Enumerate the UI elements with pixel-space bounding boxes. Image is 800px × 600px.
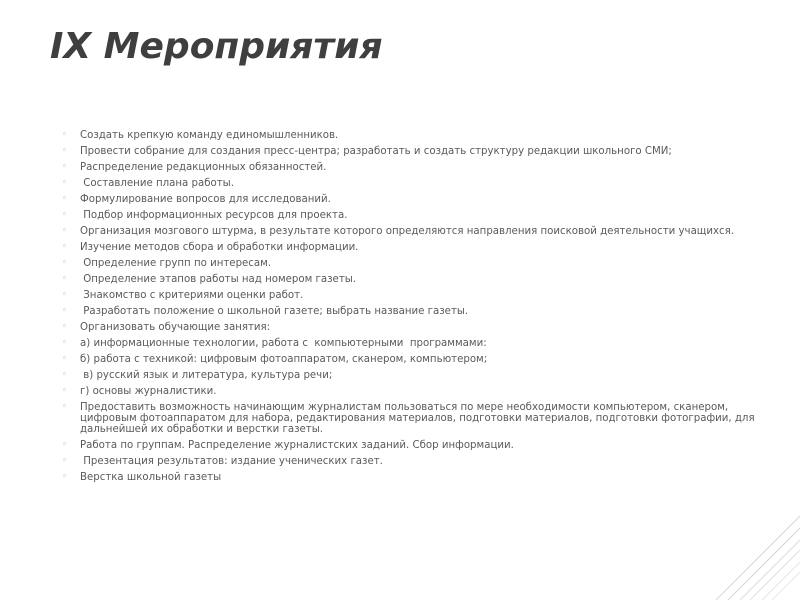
bullet-text: Определение групп по интересам.	[80, 258, 272, 269]
bullet-icon: ◦	[62, 456, 68, 466]
bullet-icon: ◦	[62, 194, 68, 204]
bullet-icon: ◦	[62, 338, 68, 348]
corner-decoration	[710, 510, 800, 600]
bullet-item	[62, 338, 762, 349]
bullet-text: Организация мозгового штурма, в результате которого определяются направления поисковой деятельности учащихся.	[80, 226, 735, 237]
bullet-item	[62, 402, 762, 435]
bullet-icon: ◦	[62, 162, 68, 172]
bullet-text: Провести собрание для создания пресс-центра; разработать и создать структуру редакции школьного СМИ;	[80, 146, 672, 157]
bullet-item	[62, 370, 762, 381]
bullet-item	[62, 146, 762, 157]
bullet-icon: ◦	[62, 354, 68, 364]
bullet-icon: ◦	[62, 242, 68, 252]
bullet-icon: ◦	[62, 258, 68, 268]
bullet-item	[62, 354, 762, 365]
bullet-text: Презентация результатов: издание ученических газет.	[80, 456, 383, 467]
bullet-item	[62, 242, 762, 253]
bullet-item	[62, 130, 762, 141]
bullet-icon: ◦	[62, 210, 68, 220]
bullet-text: в) русский язык и литература, культура речи;	[80, 370, 333, 381]
bullet-text: Работа по группам. Распределение журналистских заданий. Сбор информации.	[80, 440, 514, 451]
slide-title: IX Мероприятия	[50, 26, 383, 67]
bullet-item	[62, 178, 762, 189]
bullet-icon: ◦	[62, 146, 68, 156]
bullet-item	[62, 386, 762, 397]
bullet-text: Распределение редакционных обязанностей.	[80, 162, 327, 173]
bullet-text: Составление плана работы.	[80, 178, 234, 189]
bullet-item	[62, 194, 762, 205]
bullet-text: Разработать положение о школьной газете; выбрать название газеты.	[80, 306, 469, 317]
bullet-icon: ◦	[62, 472, 68, 482]
bullet-text: Определение этапов работы над номером газеты.	[80, 274, 357, 285]
bullet-icon: ◦	[62, 386, 68, 396]
bullet-list	[62, 130, 762, 488]
bullet-item	[62, 322, 762, 333]
bullet-item	[62, 274, 762, 285]
bullet-text: б) работа с техникой: цифровым фотоаппаратом, сканером, компьютером;	[80, 354, 488, 365]
bullet-icon: ◦	[62, 322, 68, 332]
bullet-text: Знакомство с критериями оценки работ.	[80, 290, 304, 301]
bullet-icon: ◦	[62, 178, 68, 188]
bullet-text: Создать крепкую команду единомышленников.	[80, 130, 339, 141]
bullet-icon: ◦	[62, 274, 68, 284]
bullet-icon: ◦	[62, 130, 68, 140]
bullet-icon: ◦	[62, 290, 68, 300]
bullet-item	[62, 456, 762, 467]
bullet-text: Организовать обучающие занятия:	[80, 322, 271, 333]
bullet-icon: ◦	[62, 226, 68, 236]
bullet-text: Предоставить возможность начинающим журналистам пользоваться по мере необходимости компьютером, сканером, цифровым фотоаппаратом для набора, редактирования материалов, подготовки материалов, подготовки фотографии, для дальнейшей их обработки и верстки газеты.	[80, 402, 758, 435]
bullet-icon: ◦	[62, 440, 68, 450]
bullet-text: Изучение методов сбора и обработки информации.	[80, 242, 359, 253]
bullet-item	[62, 210, 762, 221]
bullet-text: а) информационные технологии, работа с компьютерными программами:	[80, 338, 487, 349]
bullet-text: Подбор информационных ресурсов для проекта.	[80, 210, 348, 221]
bullet-text: Формулирование вопросов для исследований.	[80, 194, 331, 205]
bullet-item	[62, 162, 762, 173]
bullet-icon: ◦	[62, 306, 68, 316]
bullet-item	[62, 290, 762, 301]
bullet-item	[62, 306, 762, 317]
bullet-item	[62, 440, 762, 451]
bullet-item	[62, 472, 762, 483]
bullet-icon: ◦	[62, 402, 68, 412]
bullet-item	[62, 258, 762, 269]
bullet-item	[62, 226, 762, 237]
bullet-text: г) основы журналистики.	[80, 386, 217, 397]
bullet-icon: ◦	[62, 370, 68, 380]
bullet-text: Верстка школьной газеты	[80, 472, 222, 483]
